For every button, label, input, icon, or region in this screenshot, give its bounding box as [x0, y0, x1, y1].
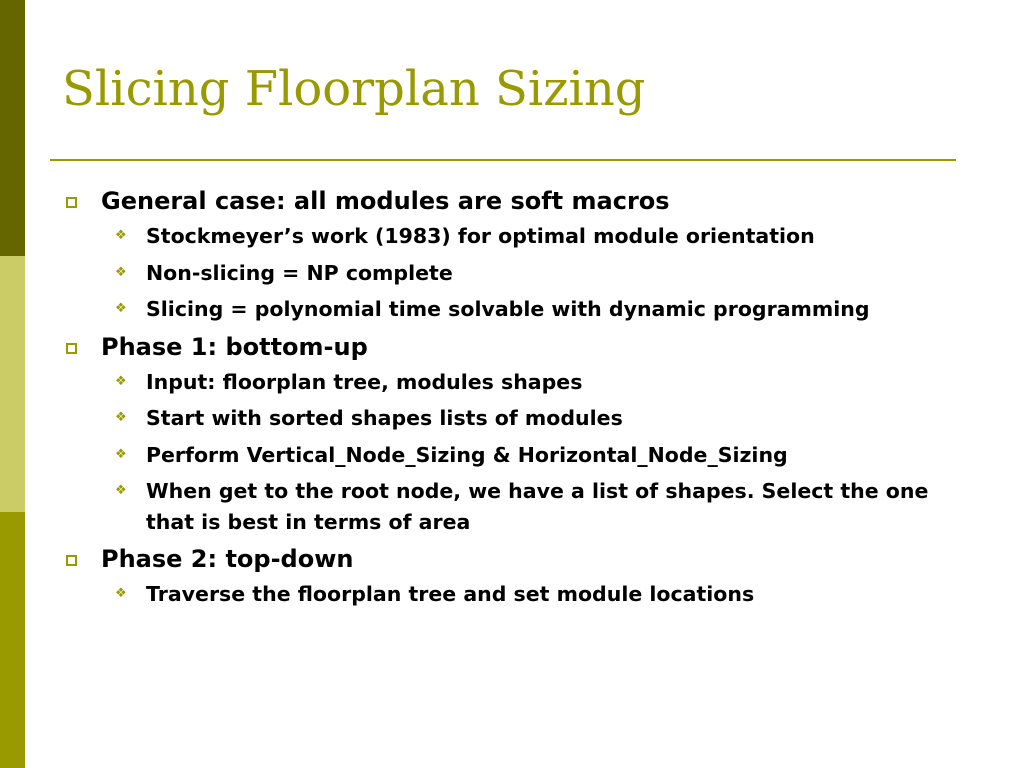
hollow-square-icon — [66, 343, 77, 354]
sub-bullet — [101, 403, 942, 434]
four-diamond-icon: ❖ — [115, 483, 127, 498]
four-diamond-icon: ❖ — [115, 410, 127, 425]
bullet-phase-2 — [62, 543, 942, 610]
four-diamond-icon: ❖ — [115, 228, 127, 243]
sub-bullet-text: Stockmeyer’s work (1983) for optimal module orientation — [146, 224, 815, 248]
sub-bullet-text: Slicing = polynomial time solvable with dynamic programming — [146, 297, 870, 321]
side-bar-olive-segment — [0, 512, 25, 768]
bullet-outline — [62, 185, 942, 616]
four-diamond-icon: ❖ — [115, 301, 127, 316]
sub-bullet — [101, 258, 942, 289]
side-color-bar — [0, 0, 25, 768]
sub-bullet — [101, 294, 942, 325]
hollow-square-icon — [66, 555, 77, 566]
sub-bullet-text: Traverse the floorplan tree and set module locations — [146, 582, 755, 606]
bullet-general-case — [62, 185, 942, 325]
side-bar-light-segment — [0, 256, 25, 512]
sub-bullet-text: Input: floorplan tree, modules shapes — [146, 369, 583, 394]
bullet-text: Phase 1: bottom-up — [101, 332, 368, 361]
side-bar-dark-segment — [0, 0, 25, 256]
title-divider — [50, 159, 956, 161]
hollow-square-icon — [66, 197, 77, 208]
sub-bullet — [101, 476, 942, 537]
sub-bullet-text: Non-slicing = NP complete — [146, 260, 453, 285]
sub-bullet-text: Start with sorted shapes lists of modules — [146, 406, 623, 430]
sub-bullet-list — [101, 367, 942, 538]
four-diamond-icon: ❖ — [115, 264, 127, 280]
sub-bullet — [101, 440, 942, 471]
sub-bullet-text: Perform Vertical_Node_Sizing & Horizontal_Node_Sizing — [146, 442, 788, 467]
sub-bullet-list — [101, 579, 942, 610]
sub-bullet — [101, 221, 942, 252]
slide-title: Slicing Floorplan Sizing — [62, 61, 646, 117]
sub-bullet-list — [101, 221, 942, 325]
four-diamond-icon: ❖ — [115, 446, 127, 462]
sub-bullet — [101, 579, 942, 610]
bullet-text: Phase 2: top-down — [101, 545, 354, 573]
sub-bullet — [101, 367, 942, 398]
sub-bullet-text: When get to the root node, we have a list of shapes. Select the one that is best in terms of area — [146, 479, 929, 534]
bullet-text: General case: all modules are soft macros — [101, 187, 670, 215]
four-diamond-icon: ❖ — [115, 373, 127, 389]
four-diamond-icon: ❖ — [115, 586, 127, 601]
bullet-phase-1 — [62, 331, 942, 538]
